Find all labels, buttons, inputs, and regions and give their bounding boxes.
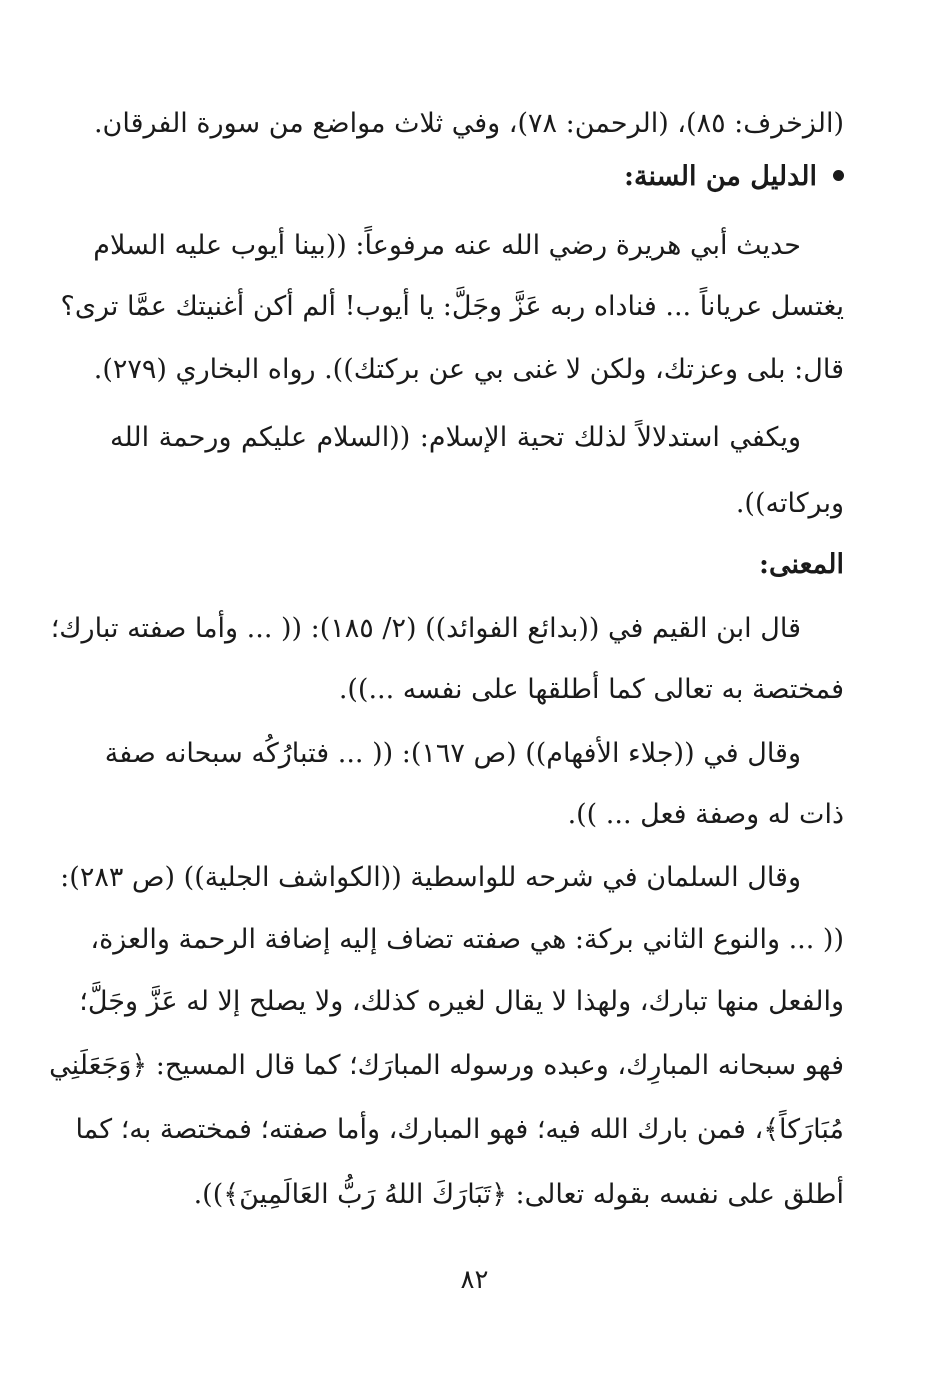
paragraph-line: قال ابن القيم في ((بدائع الفوائد)) (٢/ ١٨٥): (( ... وأما صفته تبارك؛ bbox=[50, 613, 801, 644]
paragraph-line: (( ... والنوع الثاني بركة: هي صفته تضاف إليه إضافة الرحمة والعزة، bbox=[90, 924, 844, 955]
paragraph-line: ذات له وصفة فعل ... )). bbox=[567, 799, 844, 830]
paragraph-line: يغتسل عرياناً ... فناداه ربه عَزَّ وجَلَّ: يا أيوب! ألم أكن أغنيتك عمَّا ترى؟ bbox=[60, 291, 844, 322]
paragraph-line: والفعل منها تبارك، ولهذا لا يقال لغيره كذلك، ولا يصلح إلا له عَزَّ وجَلَّ؛ bbox=[79, 986, 844, 1017]
paragraph-line: فمختصة به تعالى كما أطلقها على نفسه ...)). bbox=[338, 674, 844, 705]
section-heading-sunnah-evidence bbox=[624, 157, 844, 197]
paragraph-line: وبركاته)). bbox=[735, 488, 844, 519]
heading-text: الدليل من السنة: bbox=[624, 161, 817, 192]
paragraph-line: قال: بلى وعزتك، ولكن لا غنى بي عن بركتك)). رواه البخاري (٢٧٩). bbox=[93, 354, 844, 385]
paragraph-line: فهو سبحانه المبارِك، وعبده ورسوله المبارَك؛ كما قال المسيح: ﴿وَجَعَلَنِي bbox=[49, 1050, 844, 1081]
text-line-zukhruf-reference: (الزخرف: ٨٥)، (الرحمن: ٧٨)، وفي ثلاث مواضع من سورة الفرقان. bbox=[93, 108, 844, 139]
paragraph-line: وقال السلمان في شرحه للواسطية ((الكواشف الجلية)) (ص ٢٨٣): bbox=[60, 862, 801, 893]
bullet-icon bbox=[833, 170, 844, 181]
paragraph-line: ويكفي استدلالاً لذلك تحية الإسلام: ((السلام عليكم ورحمة الله bbox=[110, 422, 801, 453]
paragraph-line: مُبَارَكاً﴾، فمن بارك الله فيه؛ فهو المبارك، وأما صفته؛ فمختصة به؛ كما bbox=[75, 1114, 844, 1145]
page-number: ٨٢ bbox=[460, 1265, 489, 1295]
paragraph-line: أطلق على نفسه بقوله تعالى: ﴿تَبَارَكَ اللهُ رَبُّ العَالَمِينَ﴾)). bbox=[193, 1179, 844, 1210]
paragraph-line: حديث أبي هريرة رضي الله عنه مرفوعاً: ((بينا أيوب عليه السلام bbox=[93, 230, 801, 261]
section-heading-meaning: المعنى: bbox=[759, 549, 844, 580]
paragraph-line: وقال في ((جلاء الأفهام)) (ص ١٦٧): (( ... فتبارُكُه سبحانه صفة bbox=[104, 738, 801, 769]
